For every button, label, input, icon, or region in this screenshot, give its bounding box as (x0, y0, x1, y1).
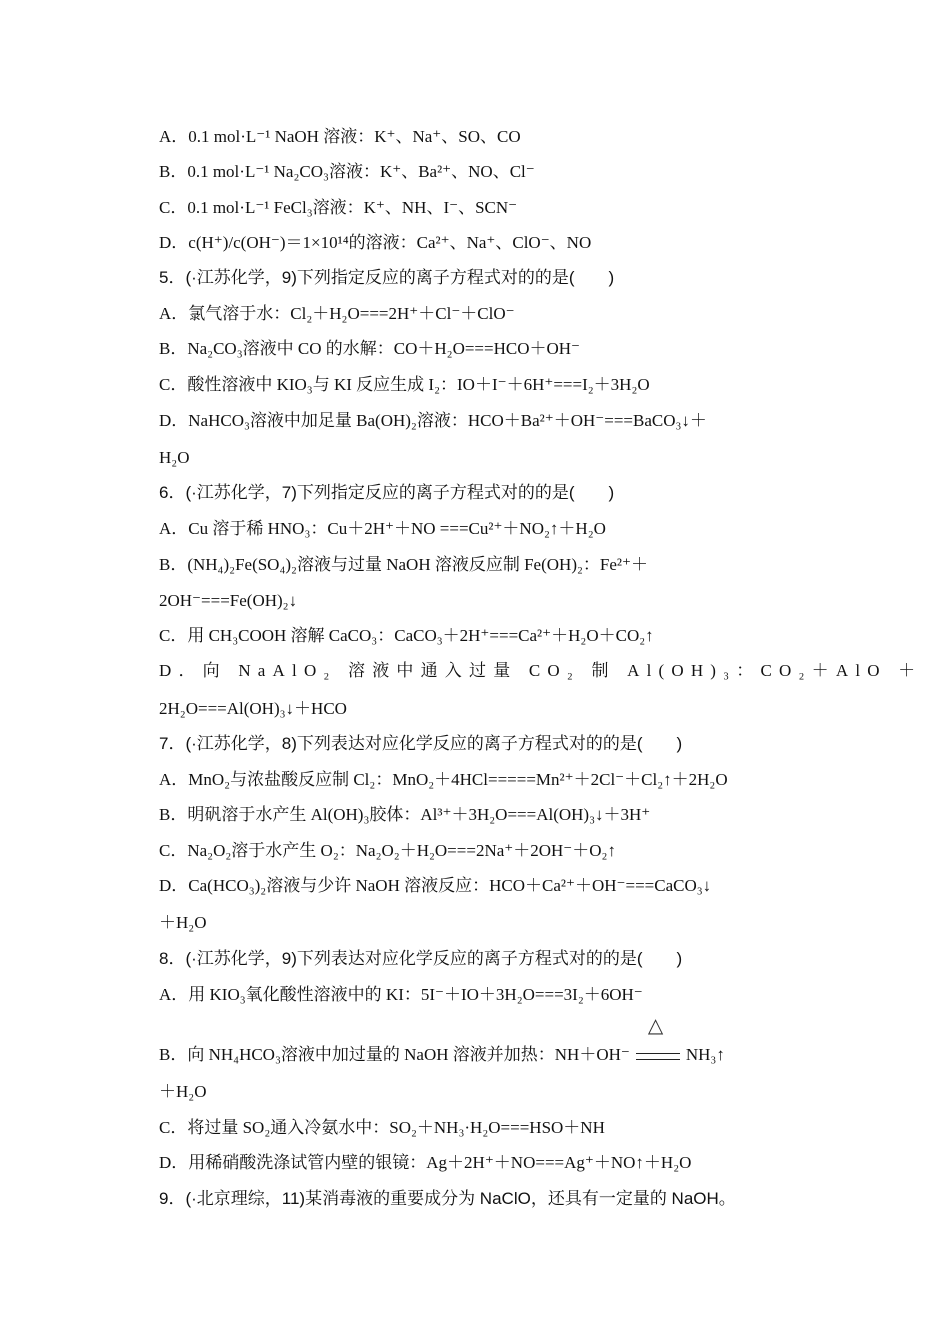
text-line: C．0.1 mol·L⁻¹ FeCl₃溶液：K⁺、NH、I⁻、SCN⁻ (159, 198, 518, 217)
text-line: C．酸性溶液中 KIO₃与 KI 反应生成 I₂：IO＋I⁻＋6H⁺===I₂＋3H₂O (159, 375, 650, 394)
text-line: B．(NH₄)₂Fe(SO₄)₂溶液与过量 NaOH 溶液反应制 Fe(OH)₂：Fe²⁺＋ (159, 555, 648, 574)
equation-line-with-condition (159, 1013, 809, 1067)
text-line: B．0.1 mol·L⁻¹ Na₂CO₃溶液：K⁺、Ba²⁺、NO、Cl⁻ (159, 162, 535, 181)
question-stem: 8．(·江苏化学，9)下列表达对应化学反应的离子方程式对的的是( ) (159, 949, 683, 968)
text-line: C．Na₂O₂溶于水产生 O₂：Na₂O₂＋H₂O===2Na⁺＋2OH⁻＋O₂↑ (159, 841, 616, 860)
text-line: A．氯气溶于水：Cl₂＋H₂O===2H⁺＋Cl⁻＋ClO⁻ (159, 304, 515, 323)
text-line: 2H₂O===Al(OH)₃↓＋HCO (159, 699, 347, 718)
equation-left: B．向 NH₄HCO₃溶液中加过量的 NaOH 溶液并加热：NH＋OH⁻ (159, 1045, 630, 1064)
question-stem: 9．(·北京理综，11)某消毒液的重要成分为 NaClO，还具有一定量的 NaOH。 (159, 1189, 736, 1208)
text-line: ＋H₂O (159, 913, 207, 932)
text-line: A．0.1 mol·L⁻¹ NaOH 溶液：K⁺、Na⁺、SO、CO (159, 127, 521, 146)
triangle-heat-icon: △ (647, 1013, 664, 1037)
text-line: H₂O (159, 448, 190, 467)
text-line: ＋H₂O (159, 1082, 207, 1101)
text-line: A．Cu 溶于稀 HNO₃：Cu＋2H⁺＋NO ===Cu²⁺＋NO₂↑＋H₂O (159, 519, 606, 538)
question-stem: 6．(·江苏化学，7)下列指定反应的离子方程式对的的是( ) (159, 483, 615, 502)
question-stem: 5．(·江苏化学，9)下列指定反应的离子方程式对的的是( ) (159, 268, 615, 287)
text-line: 2OH⁻===Fe(OH)₂↓ (159, 591, 298, 610)
text-line: B．明矾溶于水产生 Al(OH)₃胶体：Al³⁺＋3H₂O===Al(OH)₃↓＋3H⁺ (159, 805, 651, 824)
text-line: C．用 CH₃COOH 溶解 CaCO₃：CaCO₃＋2H⁺===Ca²⁺＋H₂O＋CO₂↑ (159, 626, 654, 645)
text-line: A．用 KIO₃氧化酸性溶液中的 KI：5I⁻＋IO＋3H₂O===3I₂＋6OH⁻ (159, 985, 643, 1004)
heat-condition-arrow (630, 1013, 686, 1067)
text-line: D．NaHCO₃溶液中加足量 Ba(OH)₂溶液：HCO＋Ba²⁺＋OH⁻===BaCO₃↓＋ (159, 411, 707, 430)
equation-right: NH₃↑ (685, 1045, 725, 1064)
text-line: D．c(H⁺)/c(OH⁻)＝1×10¹⁴的溶液：Ca²⁺、Na⁺、ClO⁻、NO (159, 233, 592, 252)
text-line: B．Na₂CO₃溶液中 CO 的水解：CO＋H₂O===HCO＋OH⁻ (159, 339, 581, 358)
text-line: D．用稀硝酸洗涤试管内壁的银镜：Ag＋2H⁺＋NO===Ag⁺＋NO↑＋H₂O (159, 1153, 692, 1172)
text-line: C．将过量 SO₂通入冷氨水中：SO₂＋NH₃·H₂O===HSO＋NH (159, 1118, 605, 1137)
text-line: D．Ca(HCO₃)₂溶液与少许 NaOH 溶液反应：HCO＋Ca²⁺＋OH⁻===CaCO₃↓ (159, 876, 712, 895)
question-stem: 7．(·江苏化学，8)下列表达对应化学反应的离子方程式对的的是( ) (159, 734, 683, 753)
text-line: A．MnO₂与浓盐酸反应制 Cl₂：MnO₂＋4HCl=====Mn²⁺＋2Cl⁻＋Cl₂↑＋2H₂O (159, 770, 728, 789)
double-bar (636, 1053, 680, 1060)
text-line: D．向 NaAlO₂ 溶液中通入过量 CO₂ 制 Al(OH)₃：CO₂＋AlO ＋ (159, 661, 923, 680)
